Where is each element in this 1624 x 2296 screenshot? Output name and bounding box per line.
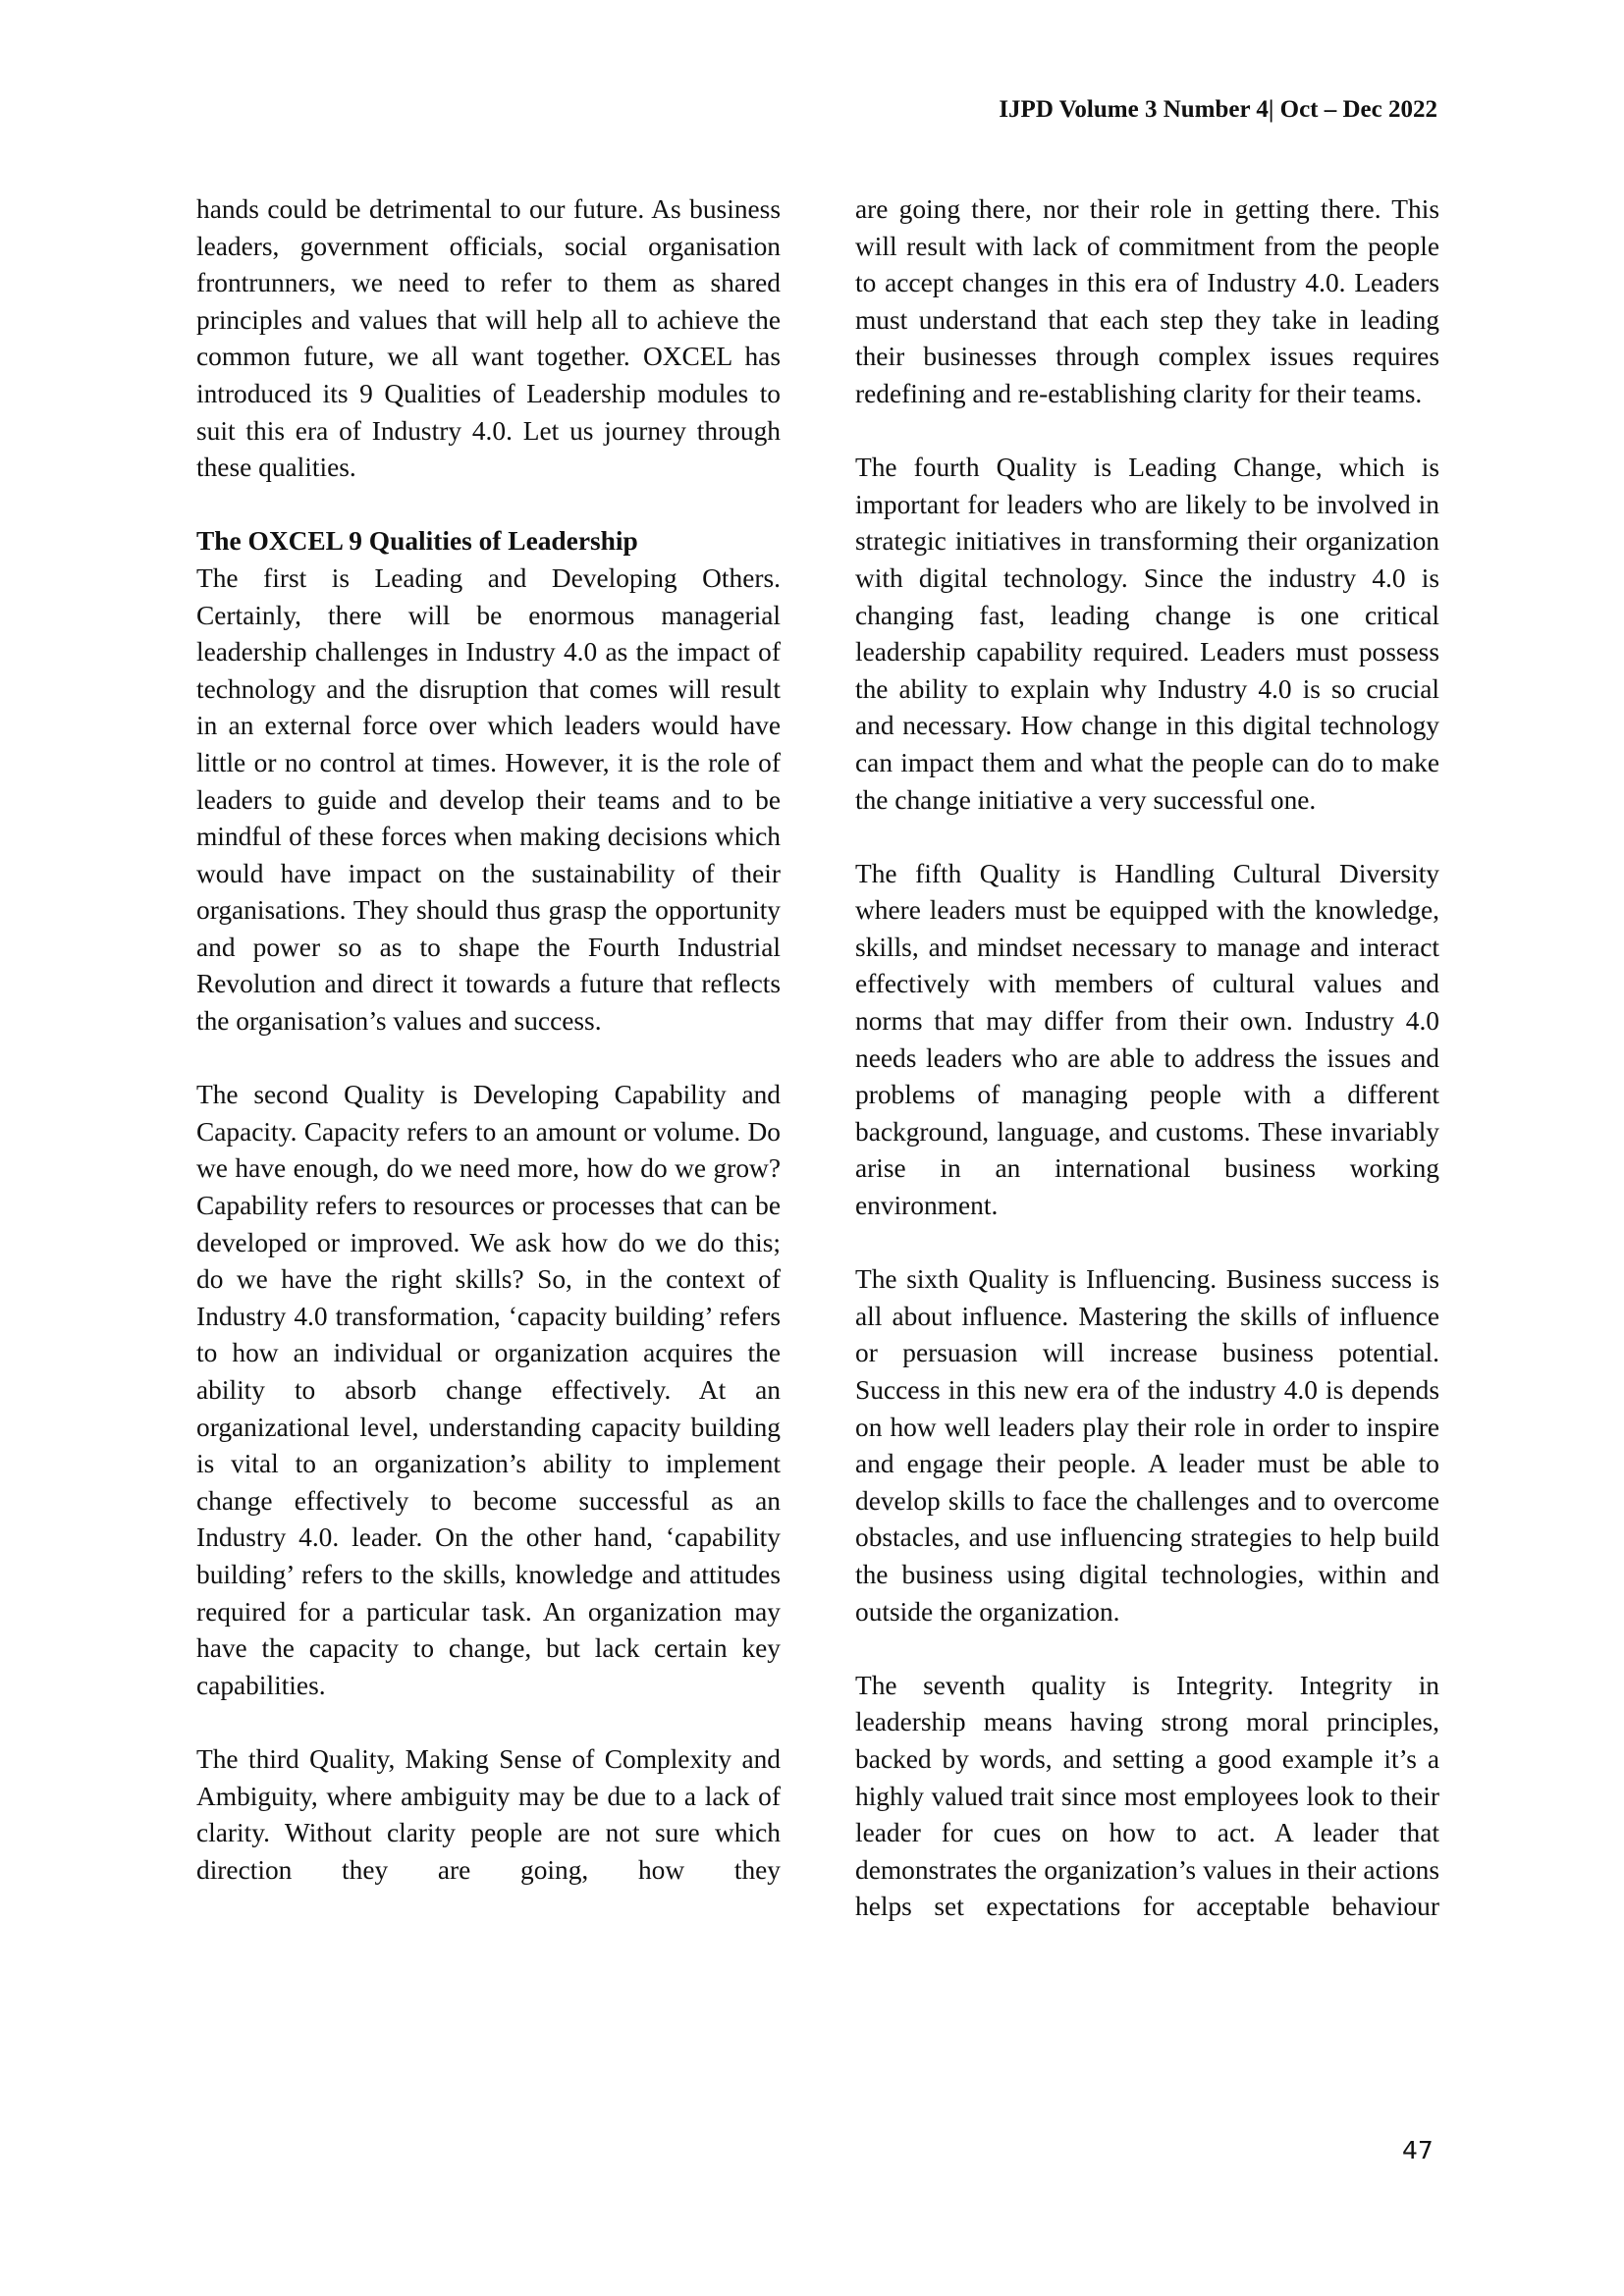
page-number: 47 bbox=[1402, 2136, 1434, 2164]
paragraph-seventh-quality-start: The seventh quality is Integrity. Integrity in leadership means having strong moral principles, backed by words, and setting a good example it’s a highly valued trait since most employees look to their leader for cues on how to act. A leader that demonstrates the organization’s values in their actions helps set expectations for acceptable behaviour bbox=[855, 1670, 1439, 1922]
intro-paragraph: hands could be detrimental to our future. As business leaders, government officials, social organisation frontrunners, we need to refer to them as shared principles and values that will help all to achieve the common future, we all want together. OXCEL has introduced its 9 Qualities of Leadership modules to suit this era of Industry 4.0. Let us journey through these qualities. bbox=[196, 194, 781, 483]
paragraph-third-quality-start: The third Quality, Making Sense of Complexity and Ambiguity, where ambiguity may be due to a lack of clarity. Without clarity people are not sure which direction they are going, how they bbox=[196, 1743, 781, 1885]
section-heading: The OXCEL 9 Qualities of Leadership bbox=[196, 526, 638, 557]
paragraph-third-quality-end: are going there, nor their role in getting there. This will result with lack of commitment from the people to accept changes in this era of Industry 4.0. Leaders must understand that each step they take in leading their businesses through complex issues requires redefining and re-establishing clarity for their teams. bbox=[855, 194, 1439, 408]
paragraph-fourth-quality: The fourth Quality is Leading Change, which is important for leaders who are likely to be involved in strategic initiatives in transforming their organization with digital technology. Since the industry 4.0 is changing fast, leading change is one critical leadership capability required. Leaders must possess the ability to explain why Industry 4.0 is so crucial and necessary. How change in this digital technology can impact them and what the people can do to make the change initiative a very successful one. bbox=[855, 453, 1439, 815]
paragraph-second-quality: The second Quality is Developing Capability and Capacity. Capacity refers to an amount or volume. Do we have enough, do we need more, how do we grow? Capability refers to resources or processes that can be developed or improved. We ask how do we do this; do we have the right skills? So, in the context of Industry 4.0 transformation, ‘capacity building’ refers to how an individual or organization acquires the ability to absorb change effectively. At an organizational level, understanding capacity building is vital to an organization’s ability to implement change effectively to become successful as an Industry 4.0. leader. On the other hand, ‘capability building’ refers to the skills, knowledge and attitudes required for a particular task. An organization may have the capacity to change, but lack certain key capabilities. bbox=[196, 1080, 781, 1700]
left-column bbox=[196, 191, 781, 1889]
paragraph-sixth-quality: The sixth Quality is Influencing. Business success is all about influence. Mastering the skills of influence or persuasion will increase business potential. Success in this new era of the industry 4.0 is depends on how well leaders play their role in order to inspire and engage their people. A leader must be able to develop skills to face the challenges and to overcome obstacles, and use influencing strategies to help build the business using digital technologies, within and outside the organization. bbox=[855, 1264, 1439, 1627]
running-header: IJPD Volume 3 Number 4| Oct – Dec 2022 bbox=[999, 96, 1437, 123]
right-column bbox=[855, 191, 1439, 1926]
paragraph-fifth-quality: The fifth Quality is Handling Cultural Diversity where leaders must be equipped with the knowledge, skills, and mindset necessary to manage and interact effectively with members of cultural values and norms that may differ from their own. Industry 4.0 needs leaders who are able to address the issues and problems of managing people with a different background, language, and customs. These invariably arise in an international business working environment. bbox=[855, 858, 1439, 1221]
paragraph-first-quality: The first is Leading and Developing Others. Certainly, there will be enormous managerial leadership challenges in Industry 4.0 as the impact of technology and the disruption that comes will result in an external force over which leaders would have little or no control at times. However, it is the role of leaders to guide and develop their teams and to be mindful of these forces when making decisions which would have impact on the sustainability of their organisations. They should thus grasp the opportunity and power so as to shape the Fourth Industrial Revolution and direct it towards a future that reflects the organisation’s values and success. bbox=[196, 562, 781, 1037]
